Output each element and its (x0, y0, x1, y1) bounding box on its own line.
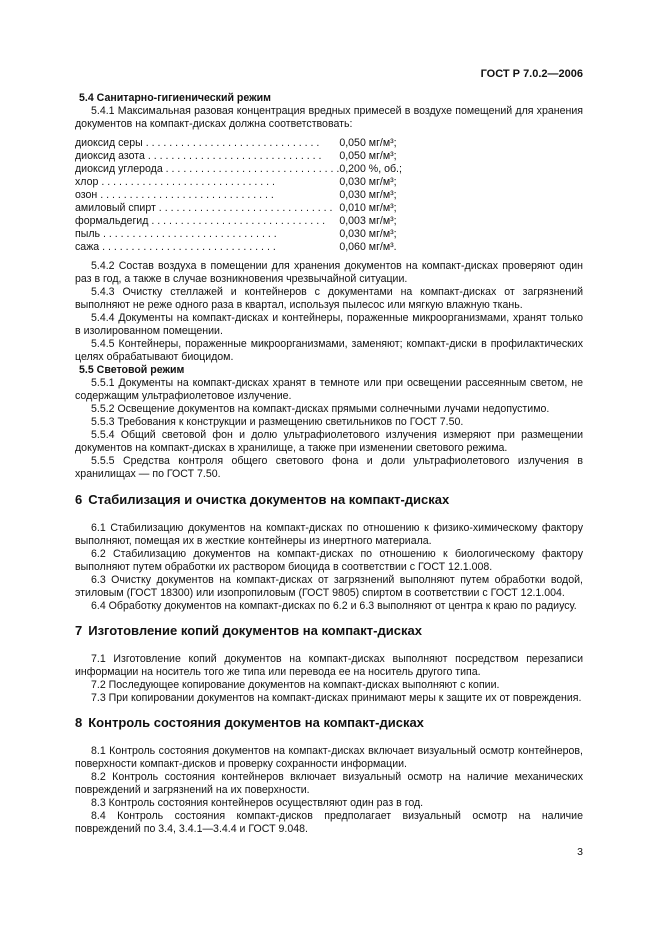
para-5-5-4: 5.5.4 Общий световой фон и долю ультрафиолетового излучения измеряют при размещении документов на компакт-дисках в хранилище, а также при изменении светового режима. (75, 429, 583, 454)
para-8-2: 8.2 Контроль состояния контейнеров включает визуальный осмотр на наличие механических повреждений и загрязнений на их поверхности. (75, 771, 583, 796)
norm-substance: диоксид серы (75, 137, 143, 149)
para-5-5-1: 5.5.1 Документы на компакт-дисках хранят в темноте или при освещении рассеянным светом, не содержащим ультрафиолетовое излучение. (75, 377, 583, 402)
norm-row (75, 228, 402, 241)
norm-row (75, 202, 402, 215)
norm-value: 0,003 мг/м³; (339, 215, 397, 227)
dot-leader: . . . . . . . . . . . . . . . . . . . . . . . . . . . . . . (99, 241, 276, 253)
norm-row (75, 150, 402, 163)
dot-leader: . . . . . . . . . . . . . . . . . . . . . . . . . . . . . . (98, 176, 275, 188)
subsection-5-5-title: 5.5 Световой режим (79, 364, 185, 376)
section-7-heading (75, 623, 583, 639)
para-5-5-2: 5.5.2 Освещение документов на компакт-дисках прямыми солнечными лучами недопустимо. (91, 403, 550, 415)
page-number: 3 (577, 846, 583, 858)
subsection-5-4-title: 5.4 Санитарно-гигиенический режим (79, 92, 272, 104)
para-6-3: 6.3 Очистку документов на компакт-дисках от загрязнений выполняют путем обработки водой, этиловым (ГОСТ 18300) или изопропиловым (ГОСТ 9805) спиртом в соответствии с ГОСТ 12.1.004. (75, 574, 583, 599)
para-8-3: 8.3 Контроль состояния контейнеров осуществляют один раз в год. (91, 797, 424, 809)
norm-substance: формальдегид (75, 215, 149, 227)
norm-value: 0,010 мг/м³; (339, 202, 397, 214)
dot-leader: . . . . . . . . . . . . . . . . . . . . . . . . . . . . . . (142, 137, 320, 149)
section-8-title: Контроль состояния документов на компакт-дисках (88, 715, 424, 730)
para-6-4: 6.4 Обработку документов на компакт-дисках по 6.2 и 6.3 выполняют от центра к краю по радиусу. (91, 600, 577, 612)
section-8-number: 8 (75, 715, 83, 730)
section-7-title: Изготовление копий документов на компакт-дисках (88, 623, 422, 638)
para-5-5-5: 5.5.5 Средства контроля общего светового фона и доли ультрафиолетового излучения в хранилищах — по ГОСТ 7.50. (75, 455, 583, 480)
norm-substance: хлор (75, 176, 99, 188)
para-5-4-1: 5.4.1 Максимальная разовая концентрация вредных примесей в воздухе помещений для хранения документов на компакт-дисках должна соответствовать: (75, 105, 583, 130)
norm-value: 0,030 мг/м³; (339, 176, 397, 188)
dot-leader: . . . . . . . . . . . . . . . . . . . . . . . . . . . . . . (100, 228, 277, 240)
section-6-heading (75, 492, 583, 508)
para-8-4: 8.4 Контроль состояния компакт-дисков предполагает визуальный осмотр на наличие повреждений по 3.4, 3.4.1—3.4.4 и ГОСТ 9.048. (75, 810, 583, 835)
norm-value: 0,050 мг/м³; (339, 137, 397, 149)
para-5-4-5: 5.4.5 Контейнеры, пораженные микроорганизмами, заменяют; компакт-диски в профилактических целях обрабатывают биоцидом. (75, 338, 583, 363)
dot-leader: . . . . . . . . . . . . . . . . . . . . . . . . . . . . . . (97, 189, 274, 201)
norm-value: 0,060 мг/м³. (339, 241, 397, 253)
norm-substance: сажа (75, 241, 100, 253)
norm-substance: амиловый спирт (75, 202, 156, 214)
dot-leader: . . . . . . . . . . . . . . . . . . . . . . . . . . . . . . (155, 202, 333, 214)
norm-value: 0,200 %, об.; (339, 163, 402, 175)
dot-leader: . . . . . . . . . . . . . . . . . . . . . . . . . . . . . . (144, 150, 322, 162)
norm-value: 0,030 мг/м³; (339, 189, 397, 201)
para-5-4-4: 5.4.4 Документы на компакт-дисках и контейнеры, пораженные микроорганизмами, хранят только в изолированном помещении. (75, 312, 583, 337)
para-7-3: 7.3 При копировании документов на компакт-дисках принимают меры к защите их от повреждения. (91, 692, 582, 704)
norm-row (75, 176, 402, 189)
para-7-1: 7.1 Изготовление копий документов на компакт-дисках выполняют посредством перезаписи информации на носитель того же типа или перевода ее на носитель другого типа. (75, 653, 583, 678)
para-6-1: 6.1 Стабилизацию документов на компакт-дисках по отношению к физико-химическому фактору выполняют, помещая их в жесткие контейнеры из инертного материала. (75, 522, 583, 547)
norm-row (75, 163, 402, 176)
section-8-heading (75, 715, 583, 731)
norm-row (75, 189, 402, 202)
norm-row (75, 215, 402, 228)
norm-substance: диоксид углерода (75, 163, 163, 175)
dot-leader: . . . . . . . . . . . . . . . . . . . . . . . . . . . . . . (148, 215, 326, 227)
para-7-2: 7.2 Последующее копирование документов на компакт-дисках выполняют с копии. (91, 679, 500, 691)
section-7-number: 7 (75, 623, 83, 638)
norm-value: 0,050 мг/м³; (339, 150, 397, 162)
para-5-5-3: 5.5.3 Требования к конструкции и размещению светильников по ГОСТ 7.50. (91, 416, 464, 428)
norm-substance: озон (75, 189, 98, 201)
norm-row (75, 137, 402, 150)
page-content (75, 92, 583, 836)
para-5-4-3: 5.4.3 Очистку стеллажей и контейнеров с документами на компакт-дисках от загрязнений выполняют не реже одного раза в квартал, используя пылесос или мягкую влажную ткань. (75, 286, 583, 311)
section-6-number: 6 (75, 492, 83, 507)
norm-substance: диоксид азота (75, 150, 145, 162)
para-8-1: 8.1 Контроль состояния документов на компакт-дисках включает визуальный осмотр контейнеров, поверхности компакт-дисков и проверку сохранности информации. (75, 745, 583, 770)
norm-value: 0,030 мг/м³; (339, 228, 397, 240)
para-6-2: 6.2 Стабилизацию документов на компакт-дисках по отношению к биологическому фактору выполняют путем обработки их раствором биоцида в соответствии с ГОСТ 12.1.008. (75, 548, 583, 573)
concentration-norms-table (75, 137, 402, 254)
norm-row (75, 241, 402, 254)
standard-code: ГОСТ Р 7.0.2—2006 (480, 68, 583, 80)
norm-substance: пыль (75, 228, 101, 240)
section-6-title: Стабилизация и очистка документов на компакт-дисках (88, 492, 450, 507)
dot-leader: . . . . . . . . . . . . . . . . . . . . . . . . . . . . . . (162, 163, 340, 175)
para-5-4-2: 5.4.2 Состав воздуха в помещении для хранения документов на компакт-дисках проверяют один раз в год, а также в случае возникновения чрезвычайной ситуации. (75, 260, 583, 285)
